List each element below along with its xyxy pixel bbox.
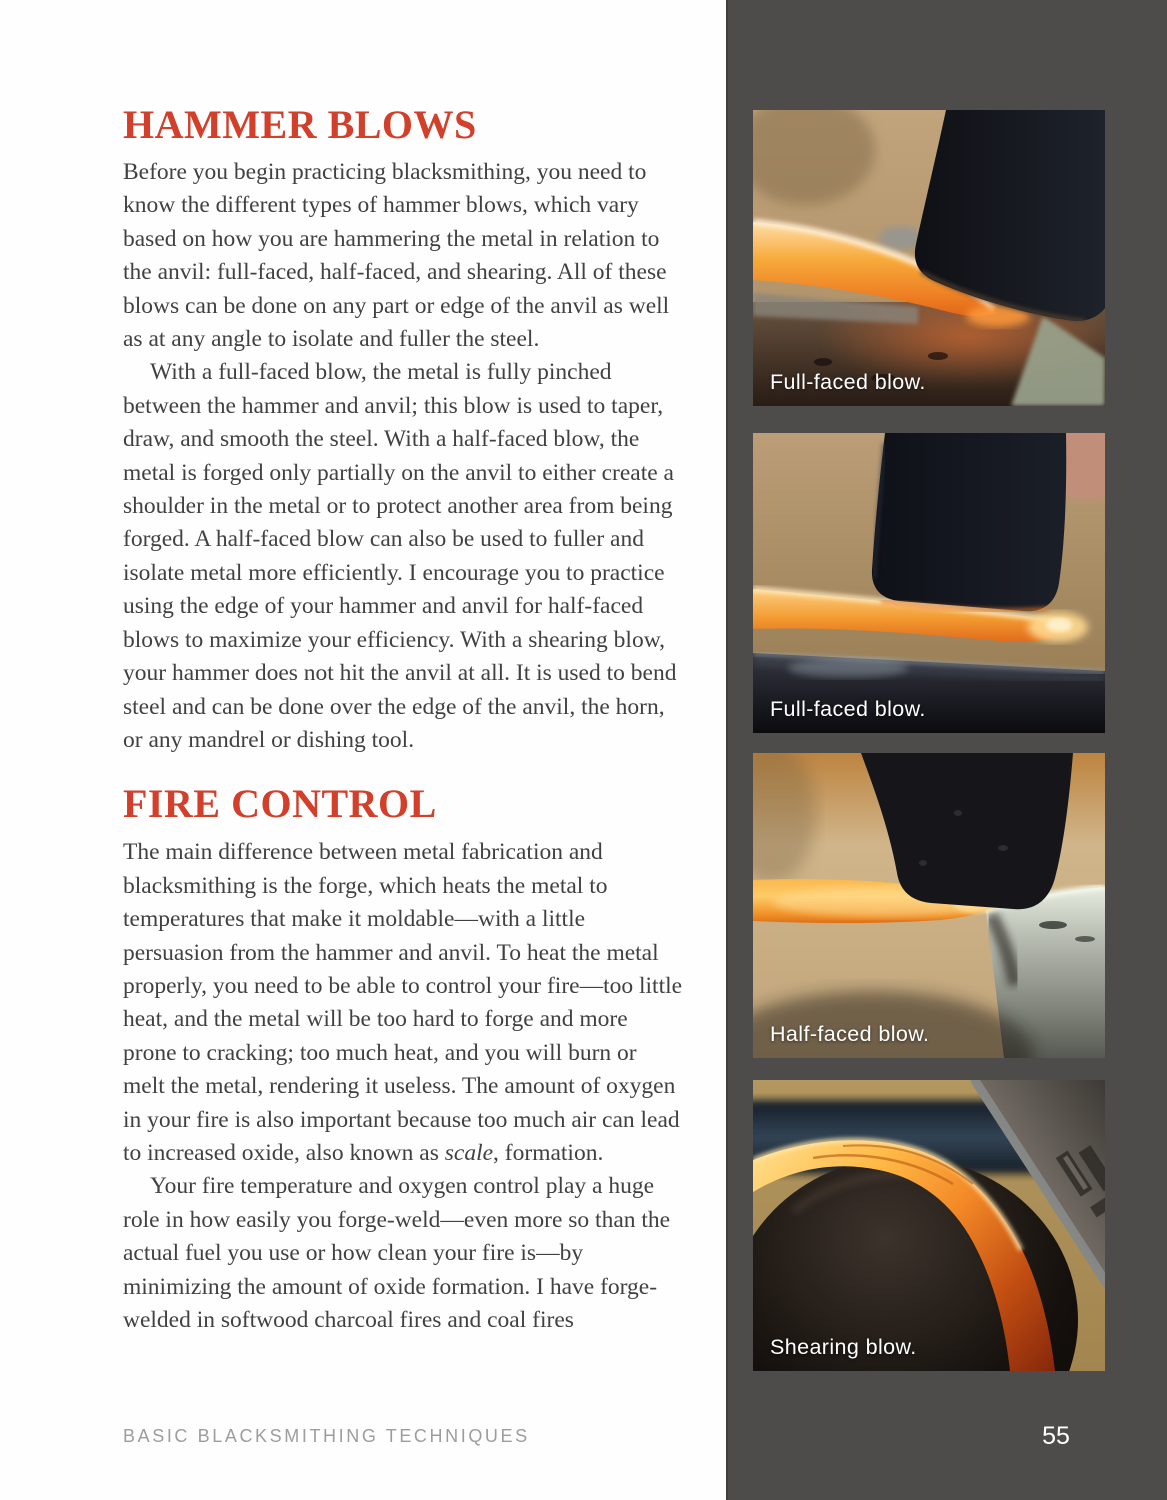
photo-shearing-blow bbox=[753, 1080, 1105, 1371]
photo-caption: Full-faced blow. bbox=[770, 370, 926, 394]
photo-half-faced-blow bbox=[753, 753, 1105, 1058]
fire-control-paragraph-1-lead: The main difference between metal fabrication and blacksmithing is the forge, which heats the metal to temperatures that make it moldable—with a little persuasion from the hammer and anvil. To heat the metal properly, you need to be able to control your fire—too little heat, and the metal will be too hard to forge and more prone to cracking; too much heat, and you will burn or melt the metal, rendering it useless. The amount of oxygen in your fire is also important because too much air can lead to increased oxide, also known as bbox=[123, 839, 683, 1166]
figure-shearing-blow bbox=[753, 1080, 1105, 1371]
page-number: 55 bbox=[1042, 1422, 1070, 1450]
photo-sidebar bbox=[726, 0, 1167, 1500]
section-heading-hammer-blows: HAMMER BLOWS bbox=[123, 102, 477, 147]
figure-full-faced-blow-2 bbox=[753, 433, 1105, 733]
photo-full-faced-blow-2 bbox=[753, 433, 1105, 733]
hammer-blows-paragraph-2: With a full-faced blow, the metal is fully pinched between the hammer and anvil; this blow is used to taper, draw, and smooth the steel. With a half-faced blow, the metal is forged only partially on the anvil to either create a shoulder in the metal or to protect another area from being forged. A half-faced blow can also be used to fuller and isolate metal more efficiently. I encourage you to practice using the edge of your hammer and anvil for half-faced blows to maximize your efficiency. With a shearing blow, your hammer does not hit the anvil at all. It is used to bend steel and can be done over the edge of the anvil, the horn, or any mandrel or dishing tool. bbox=[123, 359, 677, 753]
photo-caption: Shearing blow. bbox=[770, 1335, 917, 1359]
running-head: BASIC BLACKSMITHING TECHNIQUES bbox=[123, 1426, 530, 1446]
fire-control-term-scale: scale bbox=[444, 1139, 494, 1166]
photo-caption: Full-faced blow. bbox=[770, 697, 926, 721]
fire-control-paragraph-1 bbox=[123, 836, 683, 1170]
photo-caption: Half-faced blow. bbox=[770, 1022, 930, 1046]
fire-control-paragraph-2: Your fire temperature and oxygen control play a huge role in how easily you forge-weld—even more so than the actual fuel you use or how clean your fire is—by minimizing the amount of oxide formation. I have forge-welded in softwood charcoal fires and coal fires bbox=[123, 1173, 671, 1333]
photo-full-faced-blow-1 bbox=[753, 110, 1105, 406]
figure-half-faced-blow bbox=[753, 753, 1105, 1058]
fire-control-paragraph-1-tail: , formation. bbox=[493, 1139, 604, 1166]
figure-full-faced-blow-1 bbox=[753, 110, 1105, 406]
section-heading-fire-control: FIRE CONTROL bbox=[123, 781, 437, 827]
hammer-blows-paragraph-1: Before you begin practicing blacksmithing, you need to know the different types of hammer blows, which vary based on how you are hammering the metal in relation to the anvil: full-faced, half-faced, and shearing. All of these blows can be done on any part or edge of the anvil as well as at any angle to isolate and fuller the steel. bbox=[123, 159, 670, 353]
text-column bbox=[123, 0, 683, 1337]
